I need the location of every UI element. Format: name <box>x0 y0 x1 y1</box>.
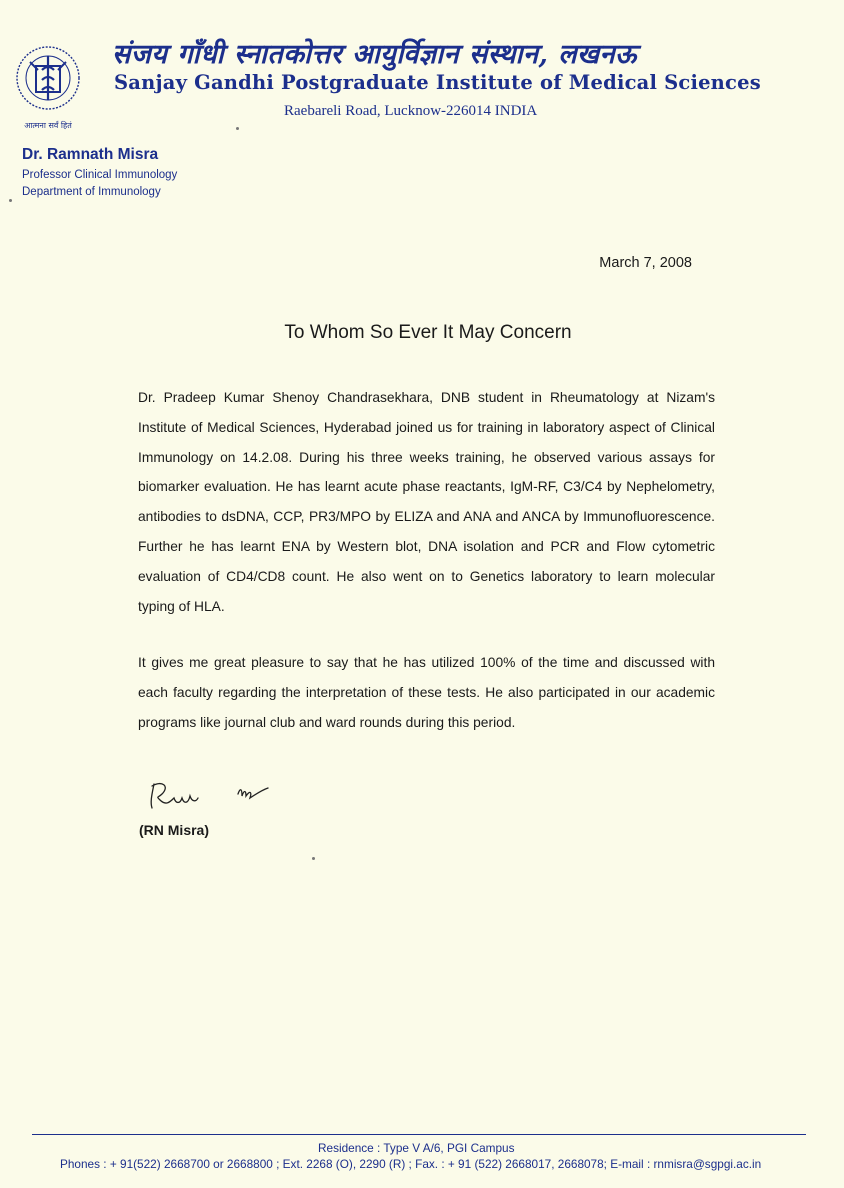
footer-contact: Phones : + 91(522) 2668700 or 2668800 ; Ext. 2268 (O), 2290 (R) ; Fax. : + 91 (522) 2668017, 2668078; E-mail : rnmisra@sgpgi.ac.in <box>60 1157 762 1171</box>
letter-subject: To Whom So Ever It May Concern <box>284 322 572 343</box>
scan-speck <box>9 199 12 202</box>
institute-name-hindi: संजय गाँधी स्नातकोत्तर आयुर्विज्ञान संस्थान, लखनऊ <box>112 39 637 70</box>
signatory-name: (RN Misra) <box>139 822 210 838</box>
institute-logo <box>12 40 84 136</box>
sender-department: Department of Immunology <box>22 186 161 198</box>
institute-address: Raebareli Road, Lucknow-226014 INDIA <box>284 103 538 119</box>
institute-name-english: Sanjay Gandhi Postgraduate Institute of Medical Sciences <box>114 71 761 94</box>
body-paragraph-2: It gives me great pleasure to say that he has utilized 100% of the time and discussed with each faculty regarding the interpretation of these tests. He also participated in our academic programs like journal club and ward rounds during this period. <box>138 655 715 730</box>
footer-divider <box>32 1134 806 1135</box>
scan-speck <box>312 857 315 860</box>
letter-date: March 7, 2008 <box>599 255 692 271</box>
sender-name: Dr. Ramnath Misra <box>22 146 159 163</box>
handwritten-signature <box>140 776 280 820</box>
scan-speck <box>236 127 239 130</box>
footer-residence: Residence : Type V A/6, PGI Campus <box>318 1141 515 1155</box>
logo-motto: आत्मना सर्वं हितं <box>24 121 72 130</box>
sender-title: Professor Clinical Immunology <box>22 169 178 181</box>
body-paragraph-1: Dr. Pradeep Kumar Shenoy Chandrasekhara, DNB student in Rheumatology at Nizam's Institute of Medical Sciences, Hyderabad joined us for training in laboratory aspect of Clinical Immunology on 14.2.08. During his three weeks training, he observed various assays for biomarker evaluation. He has learnt acute phase reactants, IgM-RF, C3/C4 by Nephelometry, antibodies to dsDNA, CCP, PR3/MPO by ELIZA and ANA and ANCA by Immunofluorescence. Further he has learnt ENA by Western blot, DNA isolation and PCR and Flow cytometric evaluation of CD4/CD8 count. He also went on to Genetics laboratory to learn molecular typing of HLA. <box>138 390 715 614</box>
